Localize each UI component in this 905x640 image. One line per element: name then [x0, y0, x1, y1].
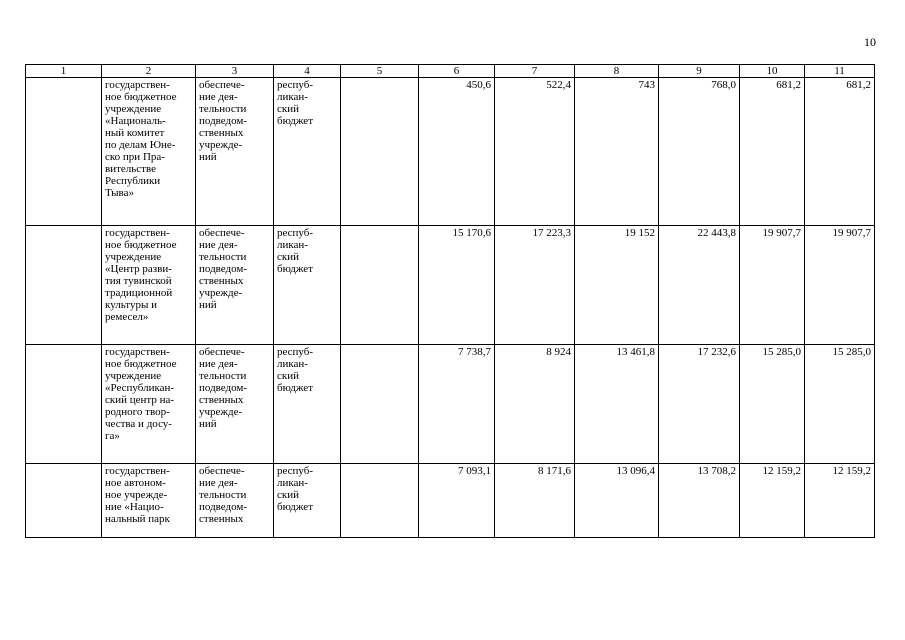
value-cell: 7 738,7: [419, 345, 495, 464]
funding-source-cell: респуб- ликан- ский бюджет: [274, 226, 341, 345]
budget-table: [25, 64, 875, 538]
value-cell: 15 285,0: [805, 345, 875, 464]
row-number-cell: [26, 226, 102, 345]
page-number: 10: [864, 35, 876, 49]
value-cell: 17 232,6: [659, 345, 740, 464]
value-cell: 13 096,4: [575, 464, 659, 538]
purpose-cell: обеспече- ние дея- тельности подведом- ственных: [196, 464, 274, 538]
header-cell: 5: [341, 65, 419, 78]
empty-cell: [341, 464, 419, 538]
value-cell: 22 443,8: [659, 226, 740, 345]
funding-source-cell: респуб- ликан- ский бюджет: [274, 345, 341, 464]
empty-cell: [341, 226, 419, 345]
row-number-cell: [26, 78, 102, 226]
header-cell: 11: [805, 65, 875, 78]
value-cell: 522,4: [495, 78, 575, 226]
value-cell: 743: [575, 78, 659, 226]
header-cell: 7: [495, 65, 575, 78]
header-cell: 10: [740, 65, 805, 78]
value-cell: 12 159,2: [805, 464, 875, 538]
value-cell: 8 171,6: [495, 464, 575, 538]
purpose-cell: обеспече- ние дея- тельности подведом- ственных учрежде- ний: [196, 78, 274, 226]
value-cell: 19 907,7: [740, 226, 805, 345]
row-number-cell: [26, 345, 102, 464]
value-cell: 7 093,1: [419, 464, 495, 538]
table-row: [26, 78, 875, 226]
funding-source-cell: респуб- ликан- ский бюджет: [274, 464, 341, 538]
value-cell: 450,6: [419, 78, 495, 226]
value-cell: 13 461,8: [575, 345, 659, 464]
value-cell: 12 159,2: [740, 464, 805, 538]
institution-name-cell: государствен- ное бюджетное учреждение «Республикан- ский центр на- родного твор- чества и досу- га»: [102, 345, 196, 464]
header-cell: 8: [575, 65, 659, 78]
value-cell: 8 924: [495, 345, 575, 464]
header-cell: 9: [659, 65, 740, 78]
purpose-cell: обеспече- ние дея- тельности подведом- ственных учрежде- ний: [196, 226, 274, 345]
value-cell: 19 152: [575, 226, 659, 345]
header-cell: 2: [102, 65, 196, 78]
value-cell: 768,0: [659, 78, 740, 226]
value-cell: 681,2: [740, 78, 805, 226]
funding-source-cell: респуб- ликан- ский бюджет: [274, 78, 341, 226]
table-row: [26, 226, 875, 345]
row-number-cell: [26, 464, 102, 538]
table-row: [26, 464, 875, 538]
value-cell: 13 708,2: [659, 464, 740, 538]
empty-cell: [341, 78, 419, 226]
table-row: [26, 345, 875, 464]
value-cell: 17 223,3: [495, 226, 575, 345]
institution-name-cell: государствен- ное бюджетное учреждение «Центр разви- тия тувинской традиционной культуры и ремесел»: [102, 226, 196, 345]
institution-name-cell: государствен- ное автоном- ное учрежде- ние «Нацио- нальный парк: [102, 464, 196, 538]
header-cell: 3: [196, 65, 274, 78]
value-cell: 19 907,7: [805, 226, 875, 345]
header-row: [26, 65, 875, 78]
value-cell: 681,2: [805, 78, 875, 226]
institution-name-cell: государствен- ное бюджетное учреждение «Националь- ный комитет по делам Юне- ско при Пра- вительстве Республики Тыва»: [102, 78, 196, 226]
header-cell: 6: [419, 65, 495, 78]
header-cell: 4: [274, 65, 341, 78]
value-cell: 15 170,6: [419, 226, 495, 345]
purpose-cell: обеспече- ние дея- тельности подведом- ственных учрежде- ний: [196, 345, 274, 464]
header-cell: 1: [26, 65, 102, 78]
value-cell: 15 285,0: [740, 345, 805, 464]
empty-cell: [341, 345, 419, 464]
